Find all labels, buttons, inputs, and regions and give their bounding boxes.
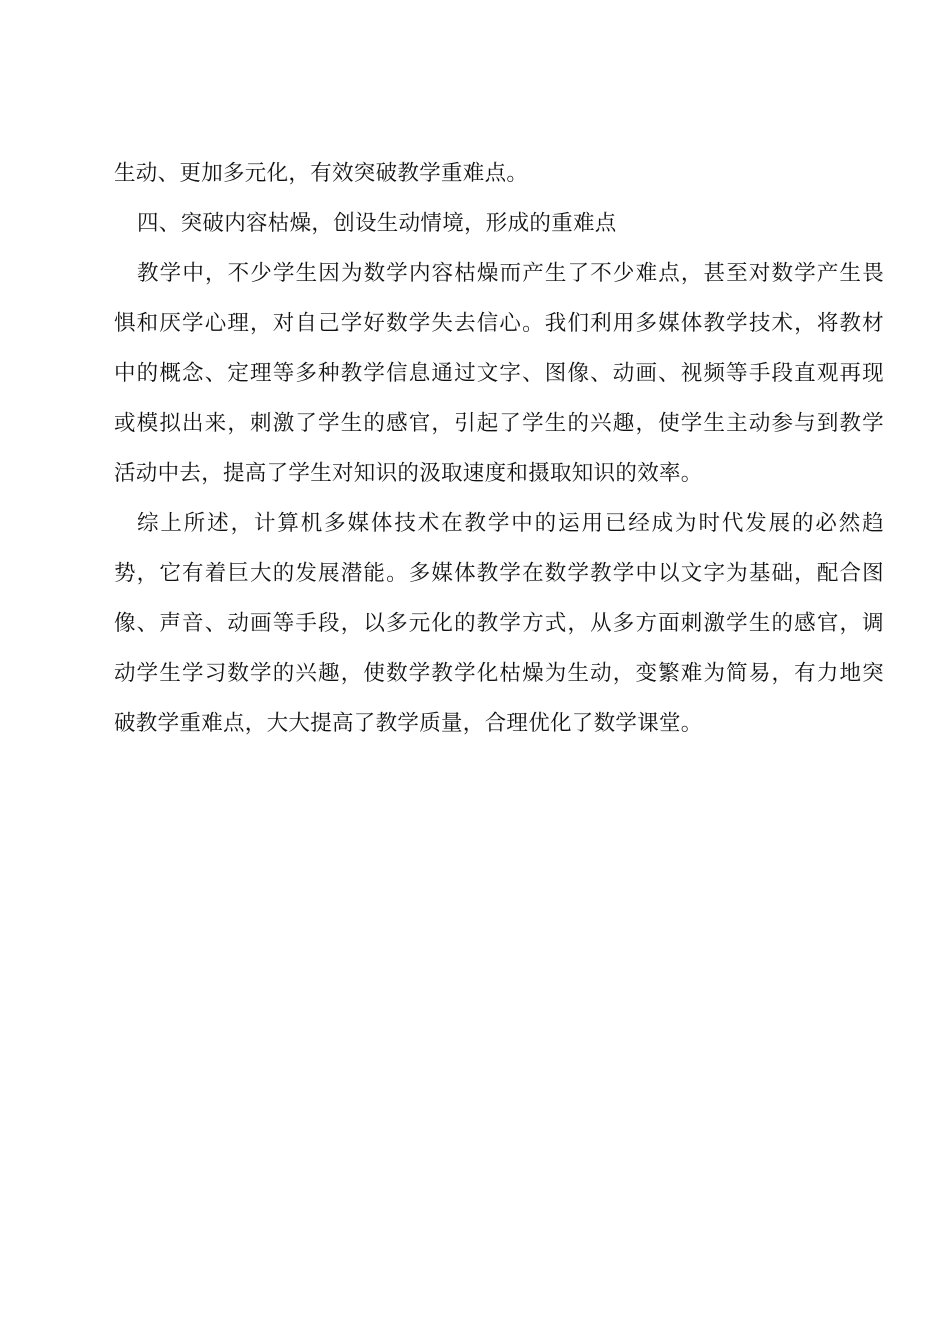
section-heading: 四、突破内容枯燥，创设生动情境，形成的重难点 — [137, 211, 617, 236]
paragraph-line: 像、声音、动画等手段，以多元化的教学方式，从多方面刺激学生的感官，调 — [114, 611, 884, 636]
paragraph-line: 势，它有着巨大的发展潜能。多媒体教学在数学教学中以文字为基础，配合图 — [114, 561, 884, 586]
paragraph-line: 中的概念、定理等多种教学信息通过文字、图像、动画、视频等手段直观再现 — [114, 361, 884, 386]
paragraph-line: 破教学重难点，大大提高了教学质量，合理优化了数学课堂。 — [114, 711, 703, 736]
paragraph-line: 惧和厌学心理，对自己学好数学失去信心。我们利用多媒体教学技术，将教材 — [114, 311, 884, 336]
paragraph-line: 生动、更加多元化，有效突破教学重难点。 — [114, 161, 529, 186]
paragraph-line: 动学生学习数学的兴趣，使数学教学化枯燥为生动，变繁难为简易，有力地突 — [114, 661, 884, 686]
paragraph-line: 教学中，不少学生因为数学内容枯燥而产生了不少难点，甚至对数学产生畏 — [137, 261, 884, 286]
paragraph-line: 综上所述，计算机多媒体技术在教学中的运用已经成为时代发展的必然趋 — [137, 511, 884, 536]
paragraph-line: 活动中去，提高了学生对知识的汲取速度和摄取知识的效率。 — [114, 461, 703, 486]
paragraph-line: 或模拟出来，刺激了学生的感官，引起了学生的兴趣，使学生主动参与到教学 — [114, 411, 884, 436]
